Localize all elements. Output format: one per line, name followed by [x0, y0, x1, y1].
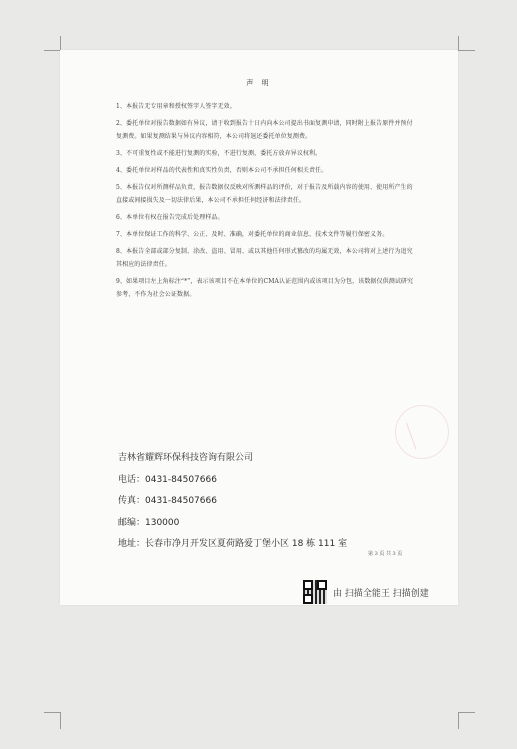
company-postcode: 邮编：130000 [118, 517, 180, 528]
page-number: 第 3 页 共 3 页 [368, 551, 403, 557]
seal-stamp-mark [406, 415, 439, 450]
statement-item-2: 2、委托单位对报告数据如有异议，请于收到报告十日内向本公司提出书面复测申请，同时附上报告原件并预付复测费。如果复测结果与异议内容相符，本公司将退还委托单位复测费。 [116, 120, 413, 140]
crop-mark-bottom-right [458, 712, 475, 729]
statement-item-1: 1、本报告无专用章和授权签字人签字无效。 [116, 103, 236, 110]
company-address: 地址：长春市净月开发区夏荷路爱丁堡小区 18 栋 111 室 [118, 539, 348, 549]
document-title: 声 明 [246, 79, 272, 87]
statement-item-6: 6、本单位有权在报告完成后处理样品。 [116, 214, 224, 221]
crop-mark-top-right [458, 36, 475, 51]
document-page [60, 50, 458, 605]
statement-list [116, 100, 416, 305]
crop-mark-bottom-left [44, 712, 61, 729]
statement-item-9: 9、如果项目左上角标注“*”，表示该项目不在本单位的CMA认证范围内或该项目为分包，该数据仅供测试研究参考，不作为社会公证数据。 [116, 278, 414, 298]
scan-footer [303, 579, 429, 605]
company-name: 吉林省耀辉环保科技咨询有限公司 [118, 453, 254, 463]
statement-item-3: 3、不可重复性或不能进行复测的实验，不进行复测，委托方放弃异议权利。 [116, 150, 322, 157]
statement-item-4: 4、委托单位对样品的代表性和真实性负责，否则本公司不承担任何相关责任。 [116, 167, 328, 174]
company-phone: 电话：0431-84507666 [118, 474, 217, 485]
company-info [118, 448, 438, 556]
statement-item-7: 7、本单位保证工作的科学、公正、及时、准确，对委托单位的商业信息、技术文件等履行保密义务。 [116, 231, 389, 238]
statement-item-5: 5、本报告仅对所测样品负责，报告数据仅反映对所测样品的评价，对于报告及所载内容的使用、使用所产生的直接或间接损失及一切法律后果，本公司不承担任何经济和法律责任。 [116, 184, 413, 204]
statement-item-8: 8、本报告全部或部分复制、涂改、盗用、冒用、或以其他任何形式篡改的均属无效，本公司将对上述行为追究其相应的法律责任。 [116, 248, 413, 268]
company-fax: 传真：0431-84507666 [118, 496, 217, 506]
scan-watermark-text: 由 扫描全能王 扫描创建 [333, 588, 429, 599]
crop-mark-top-left [44, 36, 61, 51]
qr-code-icon [303, 580, 327, 604]
